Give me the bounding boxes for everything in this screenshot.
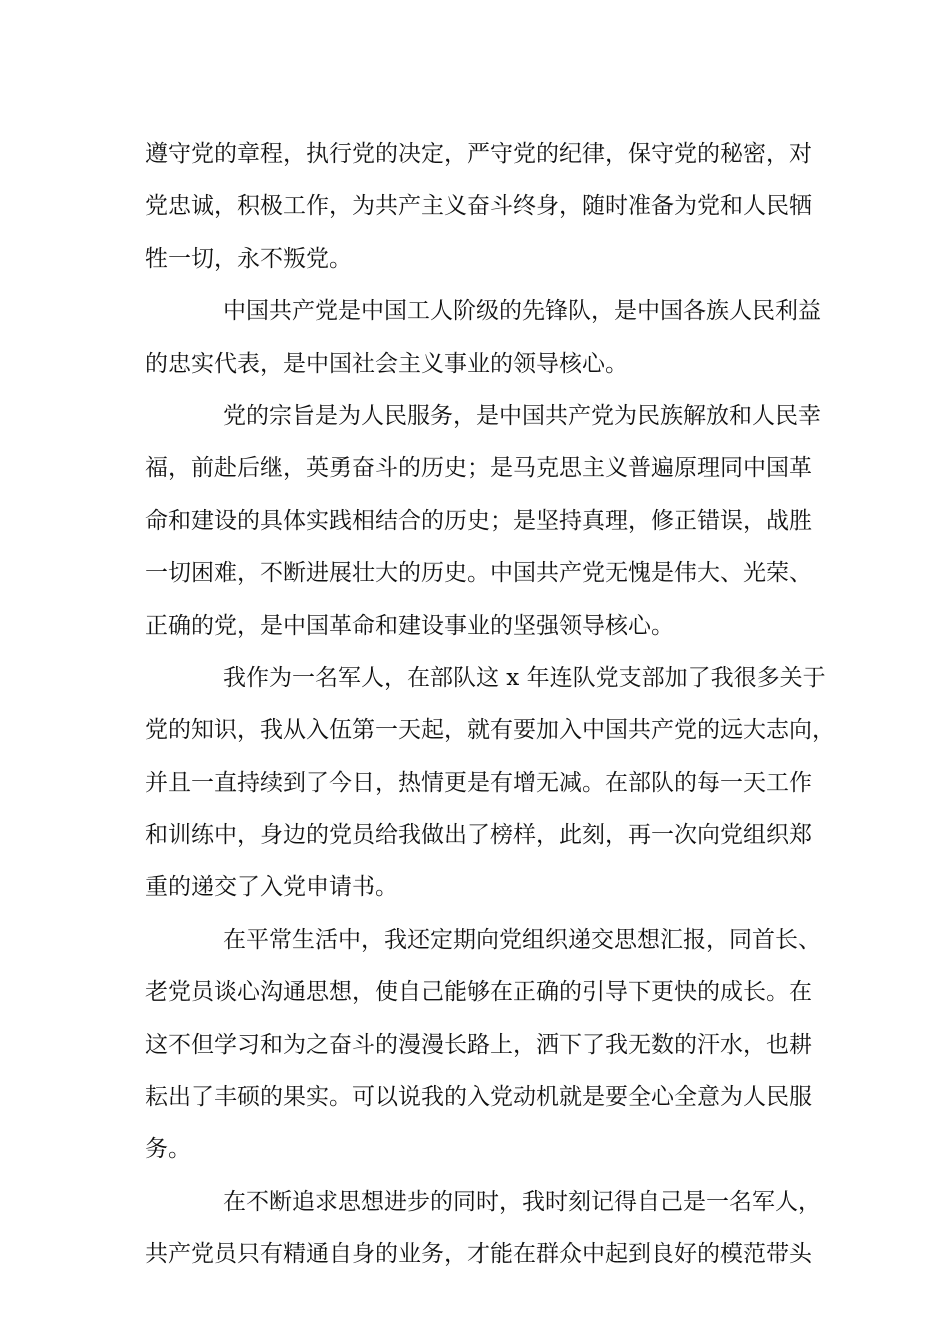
text-line: 党的宗旨是为人民服务，是中国共产党为民族解放和人民幸 [223,402,821,429]
text-line: 共产党员只有精通自身的业务，才能在群众中起到良好的模范带头 [145,1241,812,1268]
paragraph [145,652,835,914]
text-line: 牲一切，永不叛党。 [145,245,352,272]
text-line: 在平常生活中，我还定期向党组织递交思想汇报，同首长、 [223,926,821,953]
paragraph [145,128,825,285]
text-line: 重的递交了入党申请书。 [145,874,398,901]
text-line: 正确的党，是中国革命和建设事业的坚强领导核心。 [145,612,674,639]
text-line: 遵守党的章程，执行党的决定，严守党的纪律，保守党的秘密，对 [145,141,812,167]
text-line: 一切困难，不断进展壮大的历史。中国共产党无愧是伟大、光荣、 [145,560,812,587]
text-line: 的忠实代表，是中国社会主义事业的领导核心。 [145,350,628,377]
text-line: 党忠诚，积极工作，为共产主义奋斗终身，随时准备为党和人民牺 [145,193,812,220]
document-body [145,128,835,1281]
text-line: 党的知识，我从入伍第一天起，就有要加入中国共产党的远大志向， [145,717,835,744]
text-line: 耘出了丰硕的果实。可以说我的入党动机就是要全心全意为人民服 [145,1084,812,1111]
paragraph [145,285,825,390]
text-line: 中国共产党是中国工人阶级的先锋队，是中国各族人民利益 [223,298,821,325]
text-line: 和训练中，身边的党员给我做出了榜样，此刻，再一次向党组织郑 [145,822,812,849]
text-line: 福，前赴后继，英勇奋斗的历史；是马克思主义普遍原理同中国革 [145,455,812,482]
text-line: 并且一直持续到了今日，热情更是有增无减。在部队的每一天工作 [145,769,812,796]
text-line: 这不但学习和为之奋斗的漫漫长路上，洒下了我无数的汗水，也耕 [145,1031,812,1058]
paragraph [145,390,825,652]
text-line: 我作为一名军人，在部队这 x 年连队党支部加了我很多关于 [223,664,826,691]
paragraph [145,1176,825,1281]
text-line: 务。 [145,1136,191,1163]
text-line: 命和建设的具体实践相结合的历史；是坚持真理，修正错误，战胜 [145,507,812,534]
text-line: 在不断追求思想进步的同时，我时刻记得自己是一名军人， [223,1188,821,1215]
text-line: 老党员谈心沟通思想，使自己能够在正确的引导下更快的成长。在 [145,979,812,1006]
paragraph [145,914,825,1176]
